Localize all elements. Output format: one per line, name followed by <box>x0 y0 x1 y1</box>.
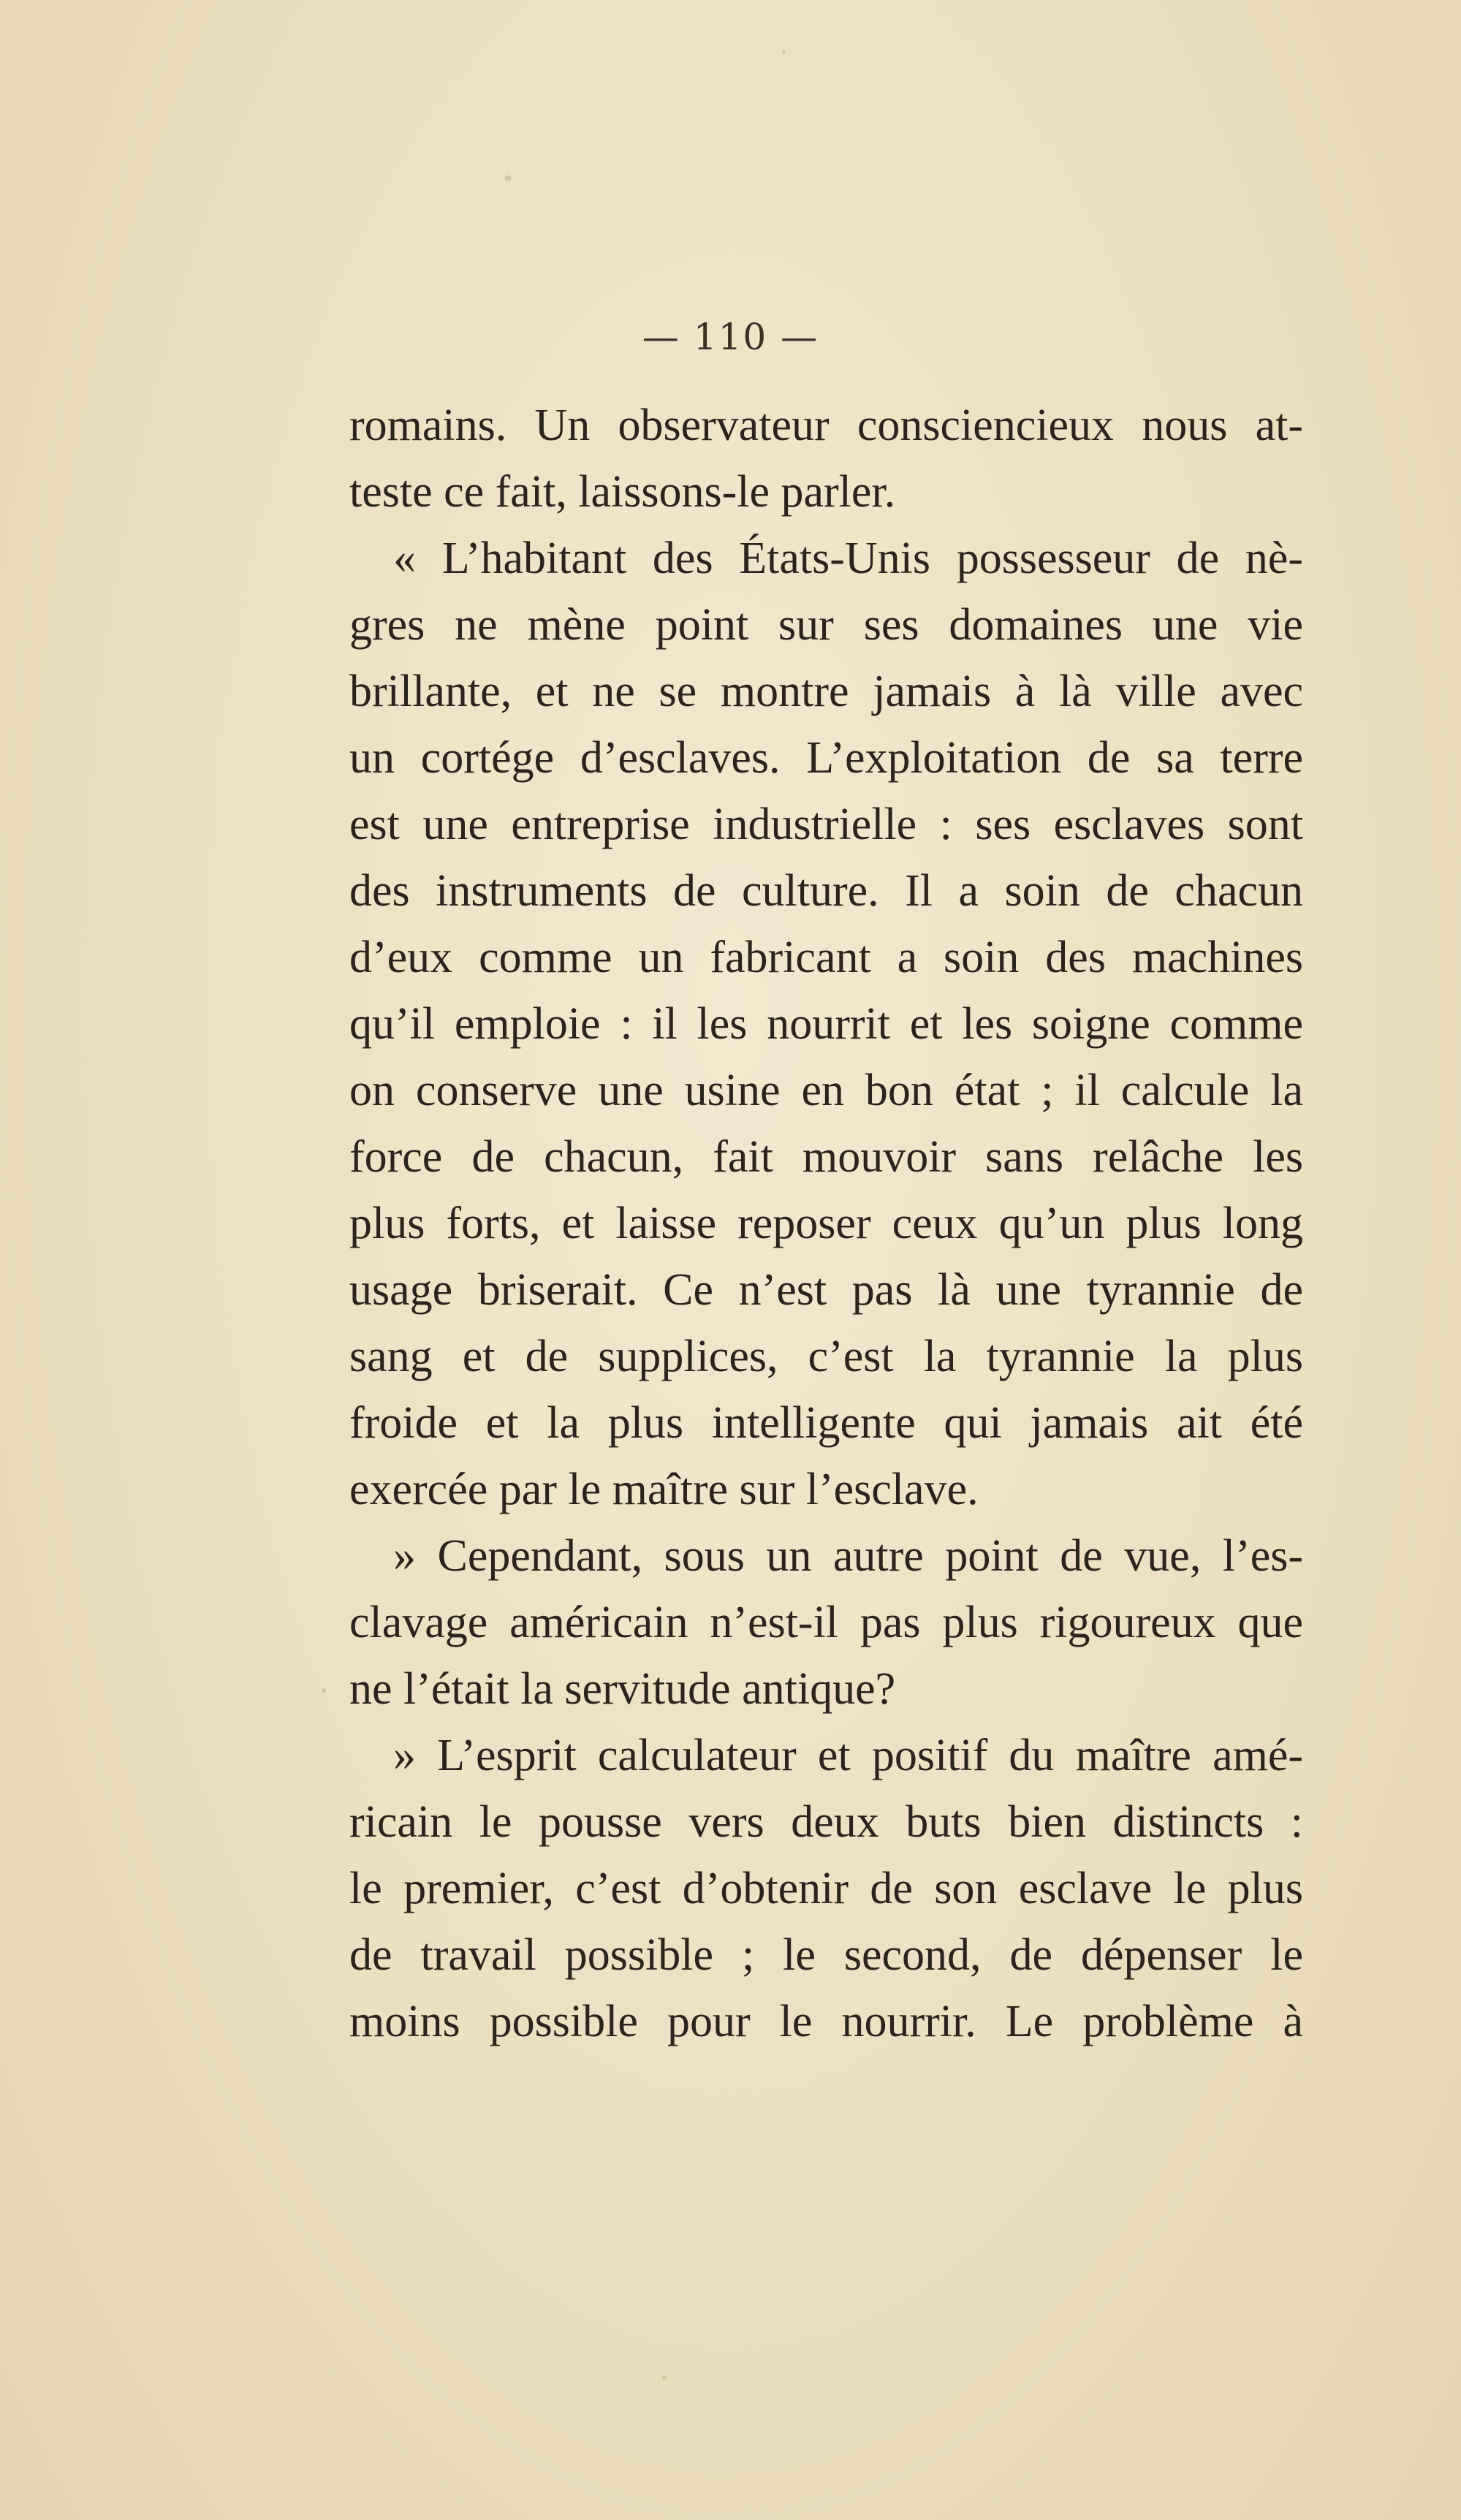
text-line: d’eux comme un fabricant a soin des machines <box>349 933 1303 982</box>
text-line: force de chacun, fait mouvoir sans relâche les <box>349 1132 1303 1182</box>
text-line: le premier, c’est d’obtenir de son esclave le plus <box>349 1864 1303 1913</box>
paper-speck <box>504 175 512 181</box>
body-text <box>349 392 1303 2055</box>
text-line: on conserve une usine en bon état ; il calcule la <box>349 1066 1303 1115</box>
text-line: « L’habitant des États-Unis possesseur de nè- <box>393 534 1303 583</box>
text-line: brillante, et ne se montre jamais à là ville avec <box>349 667 1303 716</box>
text-line: clavage américain n’est-il pas plus rigoureux que <box>349 1598 1303 1647</box>
text-line: teste ce fait, laissons-le parler. <box>349 467 896 517</box>
text-line: moins possible pour le nourrir. Le problème à <box>349 1997 1303 2046</box>
text-line: de travail possible ; le second, de dépenser le <box>349 1930 1303 1980</box>
page-number: — 110 — <box>642 316 819 358</box>
text-line: usage briserait. Ce n’est pas là une tyrannie de <box>349 1265 1303 1315</box>
text-line: ne l’était la servitude antique? <box>349 1664 896 1714</box>
text-line: froide et la plus intelligente qui jamais ait été <box>349 1398 1303 1448</box>
text-line: » Cependant, sous un autre point de vue, l’es- <box>393 1531 1303 1581</box>
text-line: » L’esprit calculateur et positif du maître amé- <box>393 1731 1303 1780</box>
text-line: un cortége d’esclaves. L’exploitation de sa terre <box>349 733 1303 783</box>
text-line: est une entreprise industrielle : ses esclaves sont <box>349 800 1303 849</box>
text-line: plus forts, et laisse reposer ceux qu’un plus long <box>349 1199 1303 1248</box>
text-line: romains. Un observateur consciencieux nous at- <box>349 401 1303 450</box>
paper-speck <box>322 1688 326 1693</box>
paper-speck <box>662 2375 667 2380</box>
text-line: sang et de supplices, c’est la tyrannie la plus <box>349 1332 1303 1381</box>
text-line: gres ne mène point sur ses domaines une vie <box>349 600 1303 650</box>
text-line: ricain le pousse vers deux buts bien distincts : <box>349 1797 1303 1847</box>
text-line: qu’il emploie : il les nourrit et les soigne comme <box>349 999 1303 1049</box>
text-line: des instruments de culture. Il a soin de chacun <box>349 866 1303 916</box>
text-line: exercée par le maître sur l’esclave. <box>349 1465 979 1514</box>
paper-speck <box>782 50 786 53</box>
